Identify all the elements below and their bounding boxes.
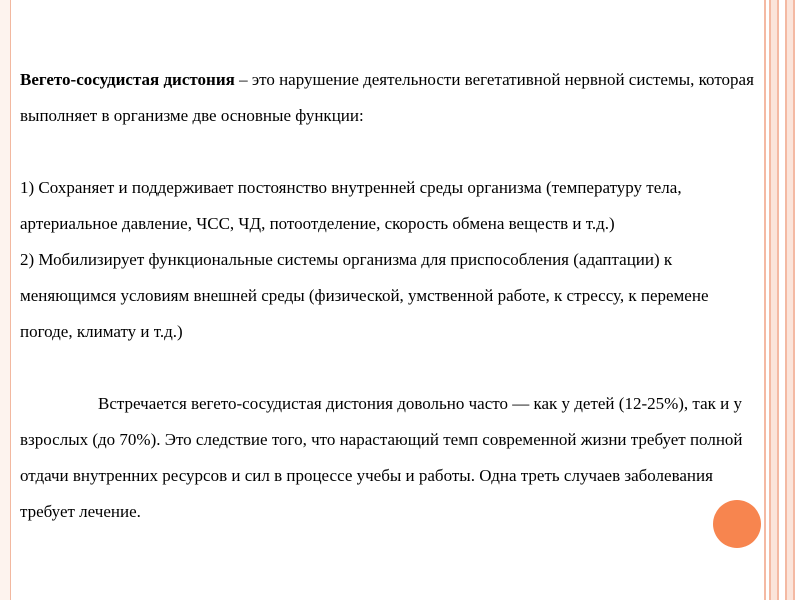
- spacer: [20, 134, 755, 170]
- spacer: [20, 350, 755, 386]
- function-item-1: 1) Сохраняет и поддерживает постоянство внутренней среды организма (температуру тела, артериальное давление, ЧСС, ЧД, потоотделение, скорость обмена веществ и т.д.): [20, 178, 682, 233]
- prevalence-paragraph: [20, 386, 755, 530]
- right-stripes-decoration: [763, 0, 800, 600]
- left-border-decoration: [0, 0, 11, 600]
- definition-paragraph: [20, 62, 755, 134]
- slide-content: [20, 62, 755, 530]
- function-item-2: 2) Мобилизирует функциональные системы организма для приспособления (адаптации) к меняющимся условиям внешней среды (физической, умственной работе, к стрессу, к перемене погоде, климату и т.д.): [20, 250, 709, 341]
- definition-text: – это нарушение деятельности вегетативной нервной системы, которая выполняет в организме две основные функции:: [20, 70, 754, 125]
- definition-term: Вегето-сосудистая дистония: [20, 70, 235, 89]
- orange-circle-decoration: [713, 500, 761, 548]
- prevalence-text: Встречается вегето-сосудистая дистония довольно часто — как у детей (12-25%), так и у взрослых (до 70%). Это следствие того, что нарастающий темп современной жизни требует полной отдачи внутренних ресурсов и сил в процессе учебы и работы. Одна треть случаев заболевания требует лечение.: [20, 394, 743, 521]
